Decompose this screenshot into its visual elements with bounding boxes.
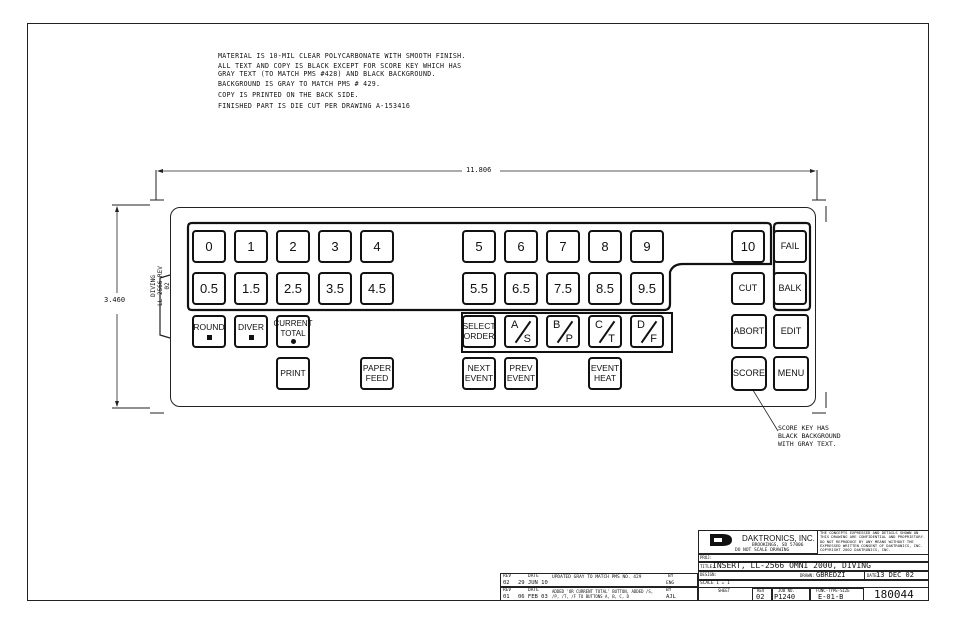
key-abort[interactable]: ABORT [731, 314, 767, 349]
height-dimension: 3.460 [104, 296, 126, 304]
drawing-number: 180044 [874, 588, 914, 601]
note-line: GRAY TEXT (TO MATCH PMS #428) AND BLACK BACKGROUND. [218, 70, 436, 78]
key-10[interactable]: 10 [731, 230, 765, 263]
key-balk[interactable]: BALK [773, 272, 807, 305]
key-2[interactable]: 2 [276, 230, 310, 263]
square-indicator-icon [207, 335, 212, 340]
note-line: BACKGROUND IS GRAY TO MATCH PMS # 429. [218, 80, 381, 88]
key-0[interactable]: 0 [192, 230, 226, 263]
key-6[interactable]: 6 [504, 230, 538, 263]
key-9-5[interactable]: 9.5 [630, 272, 664, 305]
key-score[interactable]: SCORE [731, 356, 767, 391]
key-current-total[interactable]: CURRENT TOTAL [276, 315, 310, 348]
key-c-t[interactable]: C T [588, 315, 622, 348]
daktronics-logo-icon [708, 532, 734, 548]
round-indicator-icon [291, 339, 296, 344]
key-paper-feed[interactable]: PAPER FEED [360, 357, 394, 390]
note-line: MATERIAL IS 10-MIL CLEAR POLYCARBONATE WITH SMOOTH FINISH. [218, 52, 466, 60]
score-note: SCORE KEY HAS BLACK BACKGROUND WITH GRAY TEXT. [778, 424, 841, 448]
key-diver[interactable]: DIVER [234, 315, 268, 348]
note-line: ALL TEXT AND COPY IS BLACK EXCEPT FOR SCORE KEY WHICH HAS [218, 62, 462, 70]
key-prev-event[interactable]: PREV EVENT [504, 357, 538, 390]
key-1-5[interactable]: 1.5 [234, 272, 268, 305]
key-3-5[interactable]: 3.5 [318, 272, 352, 305]
note-line: FINISHED PART IS DIE CUT PER DRAWING A-153416 [218, 102, 411, 110]
key-a-s[interactable]: A S [504, 315, 538, 348]
key-4[interactable]: 4 [360, 230, 394, 263]
key-menu[interactable]: MENU [773, 356, 809, 391]
key-cut[interactable]: CUT [731, 272, 765, 305]
note-line: COPY IS PRINTED ON THE BACK SIDE. [218, 91, 359, 99]
key-7[interactable]: 7 [546, 230, 580, 263]
key-d-f[interactable]: D F [630, 315, 664, 348]
key-next-event[interactable]: NEXT EVENT [462, 357, 496, 390]
square-indicator-icon [249, 335, 254, 340]
key-5-5[interactable]: 5.5 [462, 272, 496, 305]
key-event-heat[interactable]: EVENT HEAT [588, 357, 622, 390]
key-8[interactable]: 8 [588, 230, 622, 263]
key-round[interactable]: ROUND [192, 315, 226, 348]
key-8-5[interactable]: 8.5 [588, 272, 622, 305]
key-6-5[interactable]: 6.5 [504, 272, 538, 305]
width-dimension: 11.806 [466, 166, 492, 174]
key-7-5[interactable]: 7.5 [546, 272, 580, 305]
key-select-order[interactable]: SELECT ORDER [462, 315, 496, 348]
key-fail[interactable]: FAIL [773, 230, 807, 263]
key-4-5[interactable]: 4.5 [360, 272, 394, 305]
key-print[interactable]: PRINT [276, 357, 310, 390]
key-5[interactable]: 5 [462, 230, 496, 263]
key-0-5[interactable]: 0.5 [192, 272, 226, 305]
side-label: DIVING LL-2566 REV 02 [150, 266, 172, 306]
key-3[interactable]: 3 [318, 230, 352, 263]
key-1[interactable]: 1 [234, 230, 268, 263]
key-b-p[interactable]: B P [546, 315, 580, 348]
key-edit[interactable]: EDIT [773, 314, 809, 349]
key-9[interactable]: 9 [630, 230, 664, 263]
key-2-5[interactable]: 2.5 [276, 272, 310, 305]
